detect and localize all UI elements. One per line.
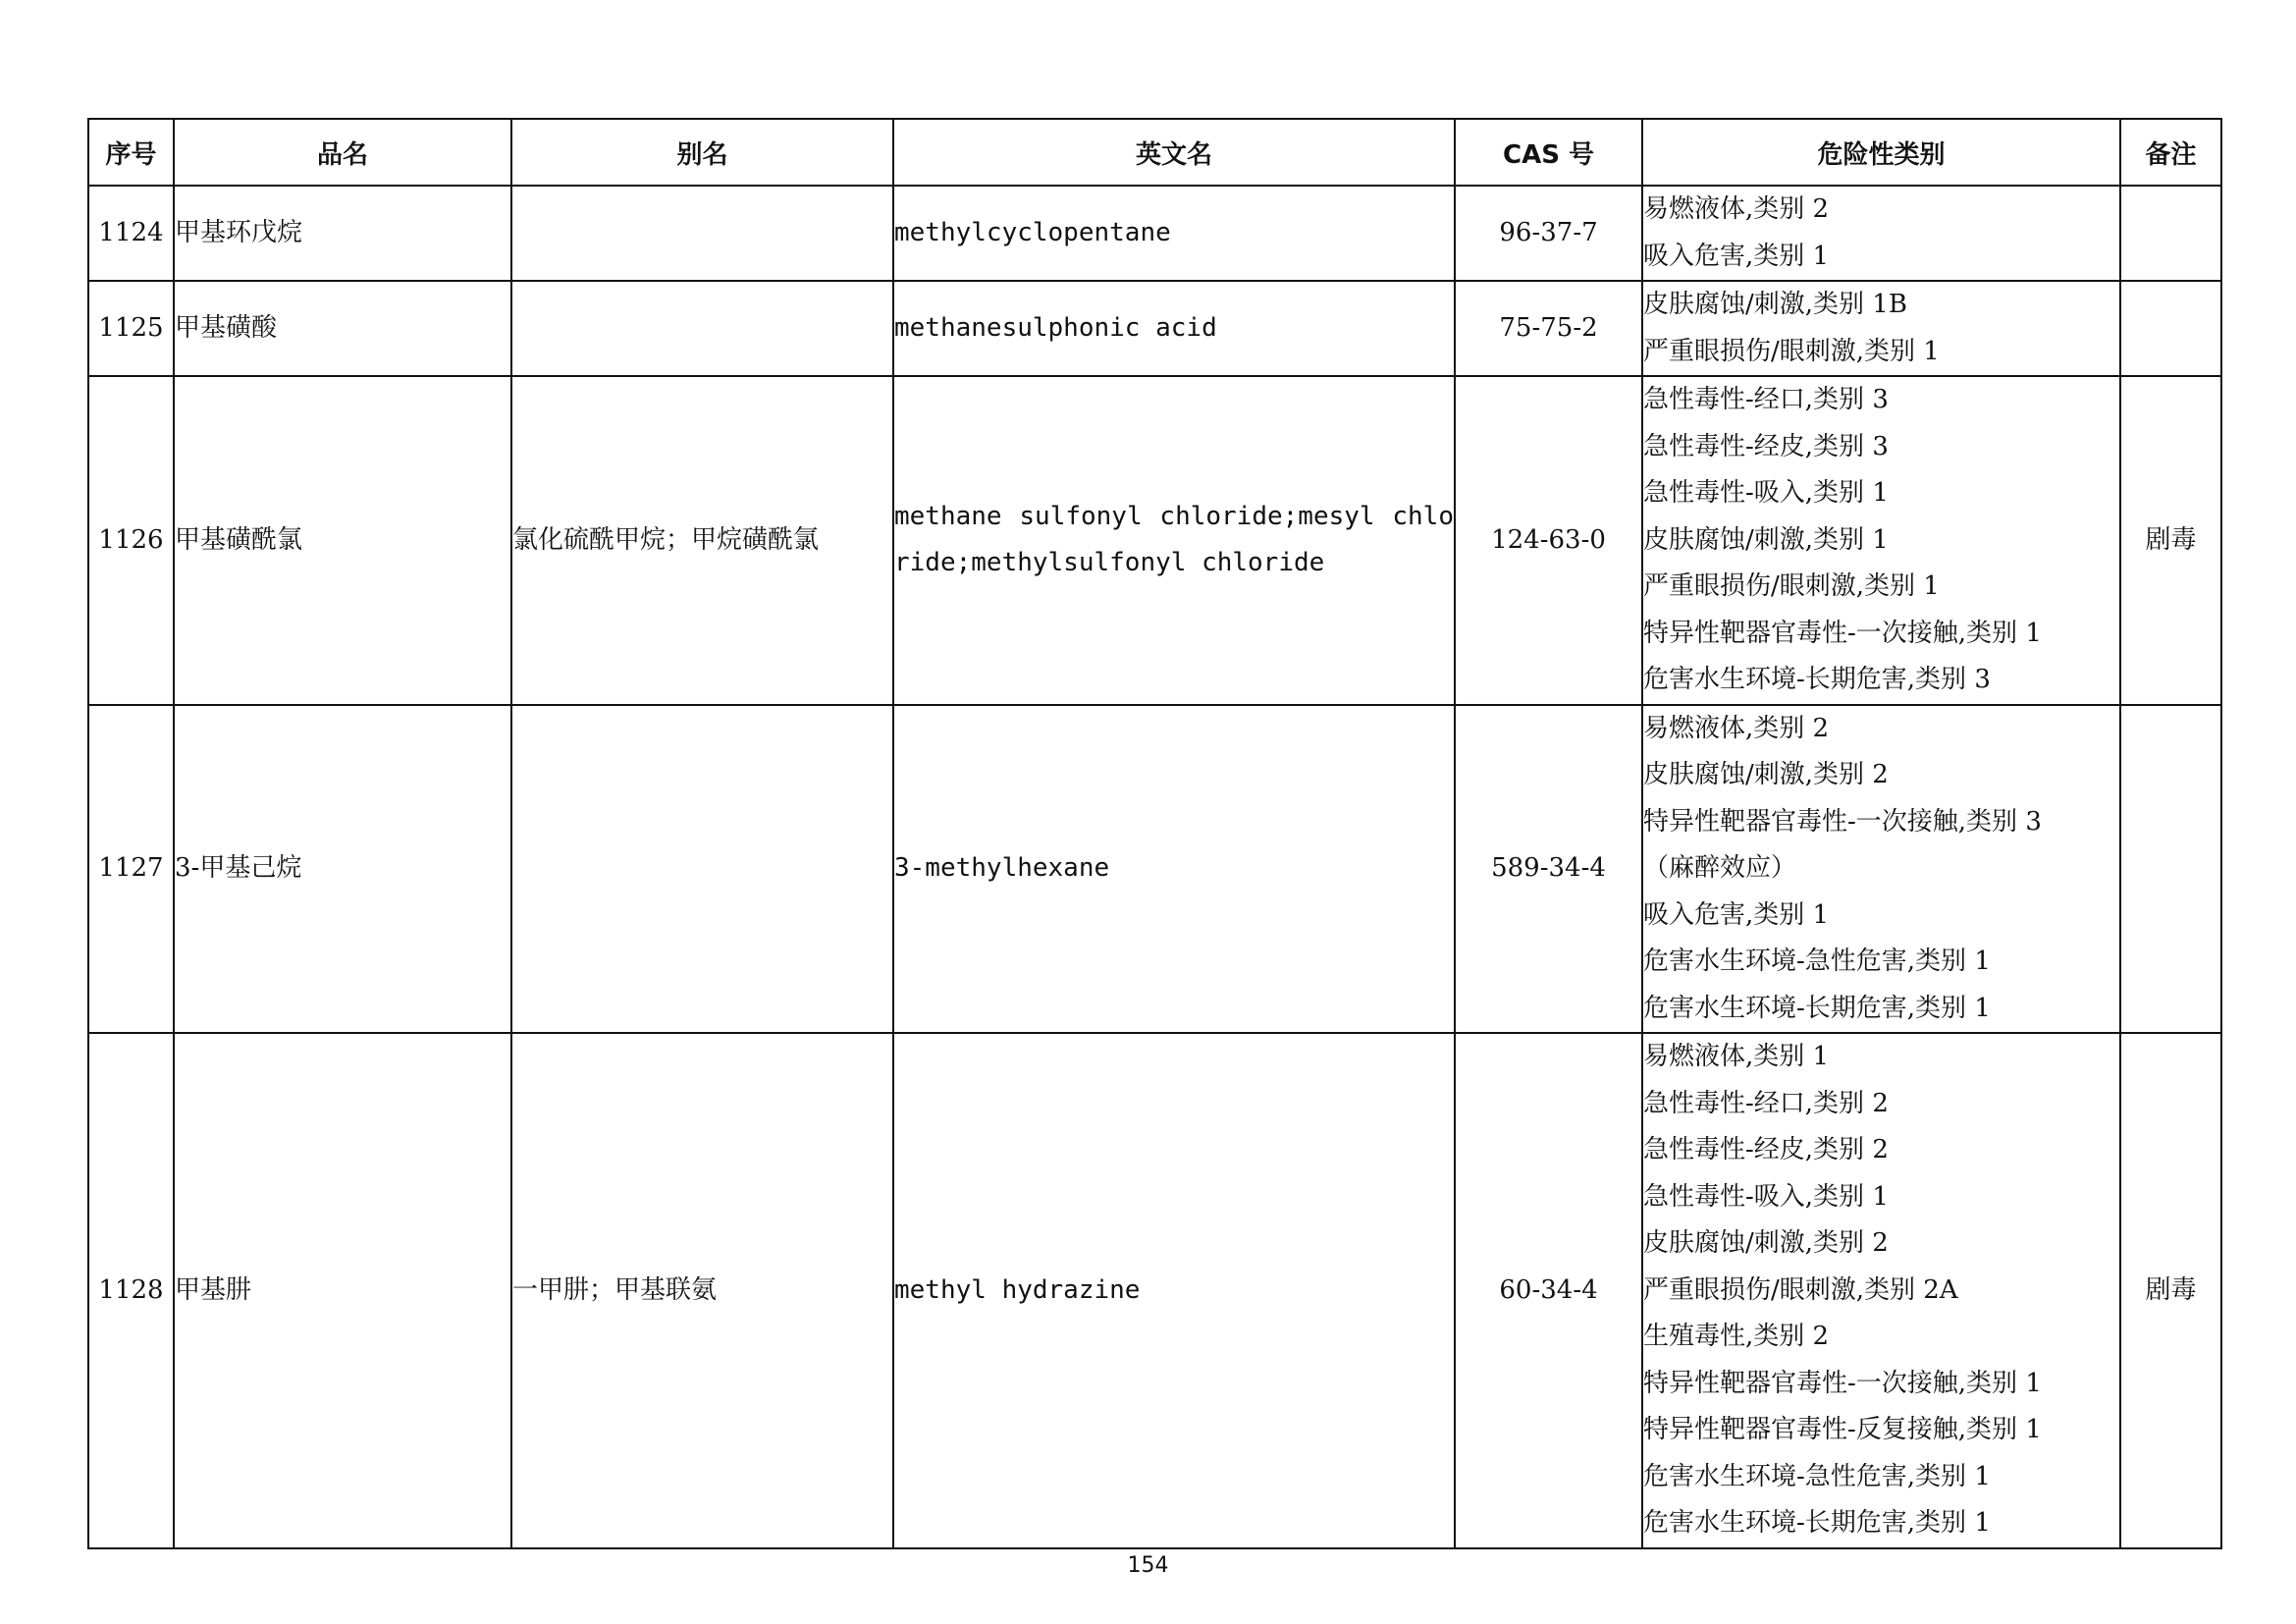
hazard-item: 吸入危害,类别 1 <box>1643 241 1830 271</box>
header-english-name: 英文名 <box>893 119 1455 186</box>
table-row <box>88 376 2221 705</box>
row-hazards <box>1642 1033 2120 1548</box>
row-alias: 一甲肼；甲基联氨 <box>511 1033 893 1548</box>
hazard-item: 特异性靶器官毒性-一次接触,类别 1 <box>1643 1368 2042 1398</box>
row-alias: 氯化硫酰甲烷；甲烷磺酰氯 <box>511 376 893 705</box>
hazard-item: 危害水生环境-长期危害,类别 3 <box>1643 665 1991 694</box>
table-row <box>88 186 2221 281</box>
header-cas: CAS 号 <box>1455 119 1642 186</box>
hazard-item: 危害水生环境-长期危害,类别 1 <box>1643 1508 1991 1538</box>
page-number: 154 <box>1127 1553 1169 1578</box>
row-note <box>2120 186 2221 281</box>
header-name: 品名 <box>174 119 511 186</box>
header-alias: 别名 <box>511 119 893 186</box>
hazard-item: 生殖毒性,类别 2 <box>1643 1322 1830 1351</box>
row-index: 1127 <box>88 705 174 1034</box>
row-cas: 96-37-7 <box>1455 186 1642 281</box>
hazard-item: 危害水生环境-急性危害,类别 1 <box>1643 1461 1991 1491</box>
header-note: 备注 <box>2120 119 2221 186</box>
table-row <box>88 705 2221 1034</box>
hazard-item: 易燃液体,类别 1 <box>1643 1042 1830 1071</box>
table-header <box>88 119 2221 186</box>
row-name: 甲基环戊烷 <box>174 186 511 281</box>
row-english-name: methyl hydrazine <box>893 1033 1455 1548</box>
table-row <box>88 1033 2221 1548</box>
row-english-name: methylcyclopentane <box>893 186 1455 281</box>
row-alias <box>511 281 893 376</box>
hazard-item: 危害水生环境-长期危害,类别 1 <box>1643 993 1991 1023</box>
hazard-item: 急性毒性-经口,类别 2 <box>1643 1088 1889 1118</box>
row-note: 剧毒 <box>2120 1033 2221 1548</box>
row-index: 1126 <box>88 376 174 705</box>
hazard-item: 严重眼损伤/眼刺激,类别 1 <box>1643 571 1940 601</box>
row-hazards <box>1642 186 2120 281</box>
hazard-item: （麻醉效应） <box>1643 853 1797 883</box>
hazard-item: 急性毒性-经皮,类别 2 <box>1643 1135 1889 1164</box>
hazard-item: 皮肤腐蚀/刺激,类别 2 <box>1643 1228 1889 1258</box>
hazard-item: 特异性靶器官毒性-一次接触,类别 1 <box>1643 618 2042 648</box>
row-name: 甲基磺酸 <box>174 281 511 376</box>
row-cas: 589-34-4 <box>1455 705 1642 1034</box>
row-alias <box>511 705 893 1034</box>
header-hazard: 危险性类别 <box>1642 119 2120 186</box>
row-alias <box>511 186 893 281</box>
row-english-name: methane sulfonyl chloride;mesyl chloride;methylsulfonyl chloride <box>893 376 1455 705</box>
row-note <box>2120 281 2221 376</box>
row-hazards <box>1642 281 2120 376</box>
hazard-item: 急性毒性-经皮,类别 3 <box>1643 431 1889 461</box>
row-name: 3-甲基己烷 <box>174 705 511 1034</box>
hazard-item: 严重眼损伤/眼刺激,类别 1 <box>1643 336 1940 366</box>
row-name: 甲基肼 <box>174 1033 511 1548</box>
row-note: 剧毒 <box>2120 376 2221 705</box>
table-body <box>88 186 2221 1548</box>
hazard-item: 皮肤腐蚀/刺激,类别 2 <box>1643 760 1889 789</box>
hazard-item: 急性毒性-吸入,类别 1 <box>1643 478 1889 508</box>
row-index: 1124 <box>88 186 174 281</box>
row-hazards <box>1642 376 2120 705</box>
row-cas: 75-75-2 <box>1455 281 1642 376</box>
hazard-item: 危害水生环境-急性危害,类别 1 <box>1643 947 1991 976</box>
hazard-item: 吸入危害,类别 1 <box>1643 899 1830 930</box>
chemical-table <box>87 118 2222 1549</box>
hazard-item: 急性毒性-吸入,类别 1 <box>1643 1181 1889 1212</box>
row-index: 1125 <box>88 281 174 376</box>
header-row <box>88 119 2221 186</box>
hazard-item: 特异性靶器官毒性-一次接触,类别 3 <box>1643 806 2042 837</box>
hazard-item: 特异性靶器官毒性-反复接触,类别 1 <box>1643 1415 2042 1444</box>
row-english-name: 3-methylhexane <box>893 705 1455 1034</box>
hazard-item: 急性毒性-经口,类别 3 <box>1643 385 1889 414</box>
row-index: 1128 <box>88 1033 174 1548</box>
table-row <box>88 281 2221 376</box>
row-cas: 60-34-4 <box>1455 1033 1642 1548</box>
row-hazards <box>1642 705 2120 1034</box>
row-english-name: methanesulphonic acid <box>893 281 1455 376</box>
hazard-item: 易燃液体,类别 2 <box>1643 194 1830 224</box>
row-name: 甲基磺酰氯 <box>174 376 511 705</box>
hazard-item: 皮肤腐蚀/刺激,类别 1 <box>1643 524 1889 555</box>
row-cas: 124-63-0 <box>1455 376 1642 705</box>
header-index: 序号 <box>88 119 174 186</box>
hazard-item: 严重眼损伤/眼刺激,类别 2A <box>1643 1274 1958 1305</box>
hazard-item: 易燃液体,类别 2 <box>1643 713 1830 743</box>
hazard-item: 皮肤腐蚀/刺激,类别 1B <box>1643 290 1907 319</box>
row-note <box>2120 705 2221 1034</box>
